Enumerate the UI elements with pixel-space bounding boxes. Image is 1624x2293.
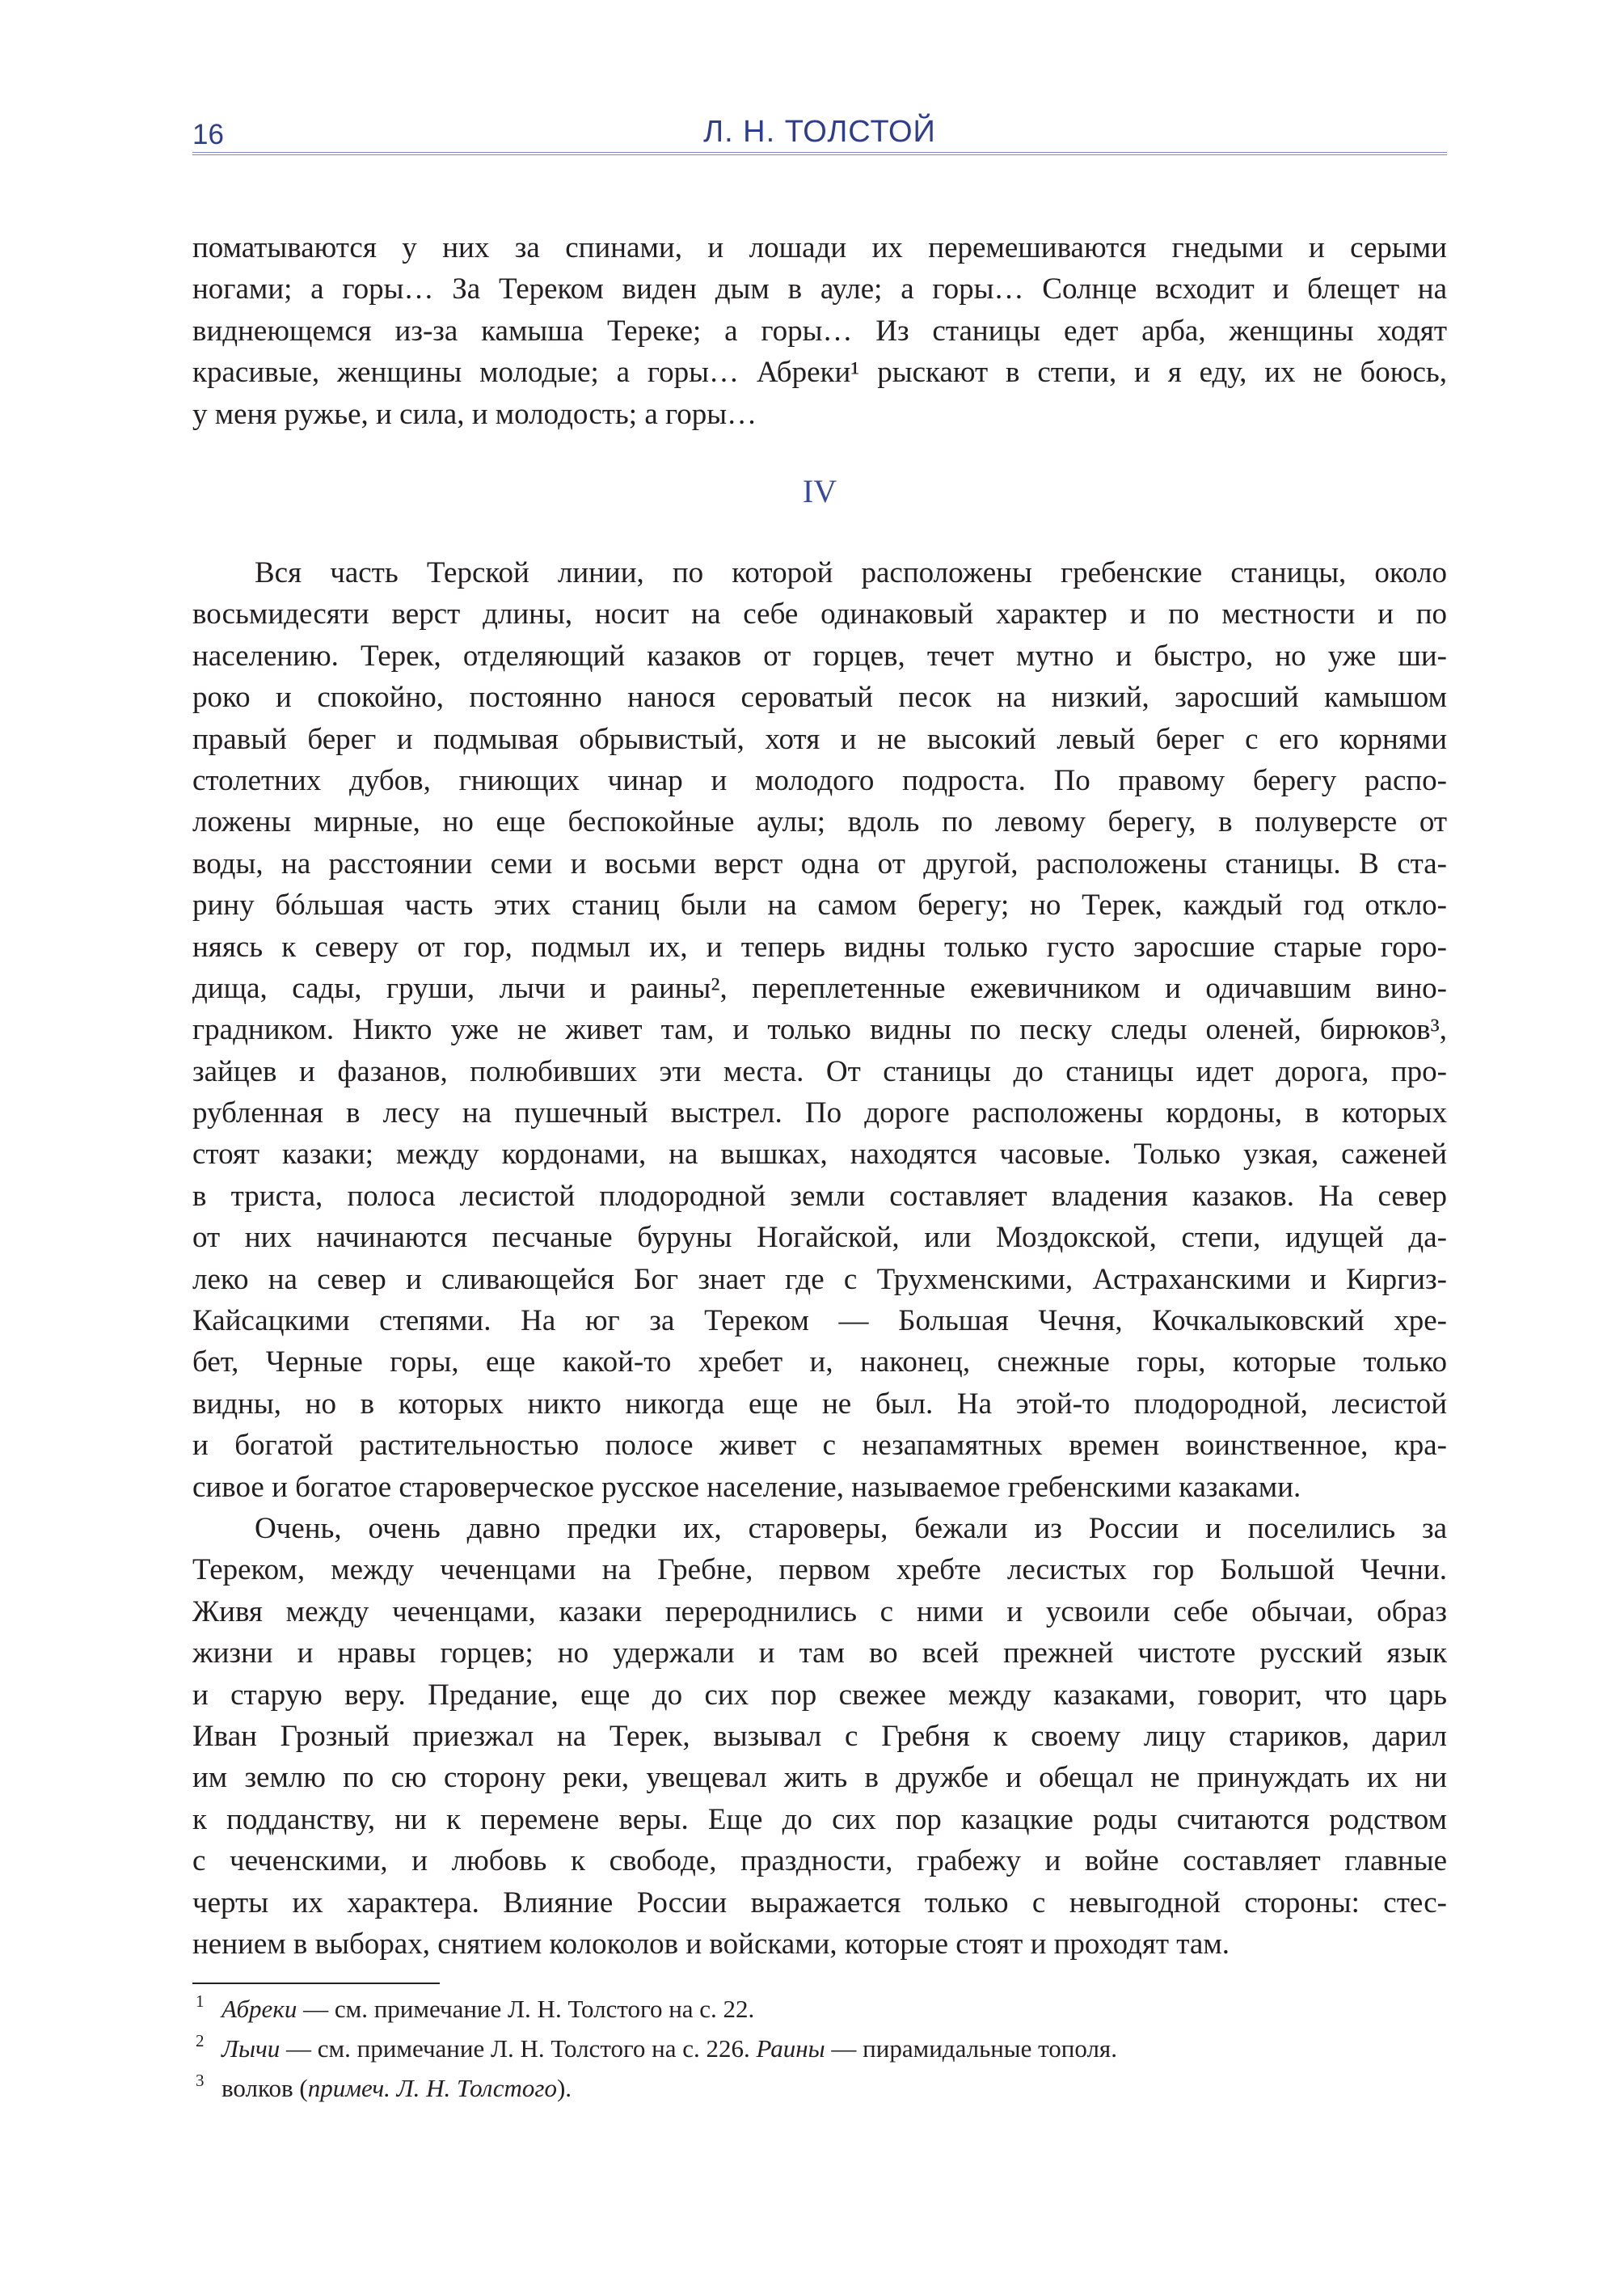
text-line: виднеющемся из-за камыша Тереке; а горы… Из станицы едет арба, женщины ходят	[192, 314, 1447, 348]
running-title: Л. Н. ТОЛСТОЙ	[703, 115, 936, 149]
text-line: бет, Черные горы, еще какой-то хребет и, наконец, снежные горы, которые только	[192, 1345, 1447, 1379]
text-line: ногами; а горы… За Тереком виден дым в ауле; а горы… Солнце всходит и блещет на	[192, 272, 1447, 306]
text-line: воды, на расстоянии семи и восьми верст одна от другой, расположены станицы. В ста-	[192, 847, 1447, 880]
text-line: дища, сады, груши, лычи и раины², переплетенные ежевичником и одичавшим вино-	[192, 971, 1447, 1005]
text-line: у меня ружье, и сила, и молодость; а горы…	[192, 397, 757, 431]
footnote-text-segment: — см. примечание Л. Н. Толстого на с. 22.	[297, 1995, 755, 2023]
footnote-text-segment: ).	[556, 2074, 572, 2102]
footnote	[192, 2029, 1447, 2068]
text-line: и богатой растительностью полосе живет с незапамятных времен воинственное, кра-	[192, 1429, 1447, 1463]
footnote-italic-term: примеч. Л. Н. Толстого	[307, 2074, 557, 2102]
text-line: красивые, женщины молодые; а горы… Абреки¹ рыскают в степи, и я еду, их не боюсь,	[192, 356, 1447, 390]
footnote-text	[221, 2074, 572, 2102]
page-number: 16	[192, 119, 224, 150]
chapter-number: IV	[802, 473, 837, 509]
text-line: роко и спокойно, постоянно нанося сероватый песок на низкий, заросший камышом	[192, 681, 1447, 715]
running-header	[192, 112, 1447, 155]
text-line: рубленная в лесу на пушечный выстрел. По дороге расположены кордоны, в которых	[192, 1096, 1447, 1130]
text-line: ложены мирные, но еще беспокойные аулы; вдоль по левому берегу, в полуверсте от	[192, 805, 1447, 839]
footnote-text-segment: — см. примечание Л. Н. Толстого на с. 226.	[280, 2034, 757, 2063]
paragraph	[192, 552, 1447, 1508]
text-line: жизни и нравы горцев; но удержали и там во всей прежней чистоте русский язык	[192, 1636, 1447, 1670]
text-line: к подданству, ни к перемене веры. Еще до сих пор казацкие роды считаются родством	[192, 1802, 1447, 1836]
text-line: в триста, полоса лесистой плодородной земли составляет владения казаков. На север	[192, 1179, 1447, 1213]
footnote-divider	[192, 1983, 440, 1984]
paragraph	[192, 1508, 1447, 1965]
text-line: зайцев и фазанов, полюбивших эти места. От станицы до станицы идет дорога, про-	[192, 1054, 1447, 1088]
text-line: Очень, очень давно предки их, староверы, бежали из России и поселились за	[255, 1511, 1447, 1545]
text-line: леко на север и сливающейся Бог знает где с Трухменскими, Астраханскими и Киргиз-	[192, 1262, 1447, 1296]
text-line: видны, но в которых никто никогда еще не был. На этой-то плодородной, лесистой	[192, 1387, 1447, 1421]
text-line: с чеченскими, и любовь к свободе, праздности, грабежу и войне составляет главные	[192, 1844, 1447, 1878]
text-line: сивое и богатое староверческое русское население, называемое гребенскими казаками.	[192, 1470, 1301, 1504]
footnote-text-segment: — пирамидальные тополя.	[825, 2034, 1117, 2063]
continuation-paragraph	[192, 227, 1447, 435]
footnote-italic-term: Лычи	[221, 2034, 281, 2063]
text-line: поматываются у них за спинами, и лошади их перемешиваются гнедыми и серыми	[192, 231, 1447, 264]
text-line: населению. Терек, отделяющий казаков от горцев, течет мутно и быстро, но уже ши-	[192, 639, 1447, 673]
footnote-number: 1	[196, 1991, 205, 2011]
text-line: от них начинаются песчаные буруны Ногайской, или Моздокской, степи, идущей да-	[192, 1221, 1447, 1255]
text-line: градником. Никто уже не живет там, и только видны по песку следы оленей, бирюков³,	[192, 1013, 1447, 1047]
footnote-italic-term: Абреки	[221, 1995, 297, 2023]
text-line: Иван Грозный приезжал на Терек, вызывал с Гребня к своему лицу стариков, дарил	[192, 1719, 1447, 1753]
chapter-body	[192, 552, 1447, 1965]
footnote-text	[221, 1995, 754, 2023]
text-line: стоят казаки; между кордонами, на вышках, находятся часовые. Только узкая, саженей	[192, 1138, 1447, 1172]
text-line: рину бóльшая часть этих станиц были на самом берегу; но Терек, каждый год откло-	[192, 889, 1447, 923]
footnote-number: 3	[196, 2071, 205, 2090]
text-line: правый берег и подмывая обрывистый, хотя и не высокий левый берег с его корнями	[192, 722, 1447, 756]
footnotes	[192, 1989, 1447, 2108]
footnote-italic-term: Раины	[756, 2034, 825, 2063]
text-line: им землю по сю сторону реки, увещевал жить в дружбе и обещал не принуждать их ни	[192, 1761, 1447, 1795]
text-line: Вся часть Терской линии, по которой расположены гребенские станицы, около	[255, 556, 1447, 589]
text-line: Живя между чеченцами, казаки перероднились с ними и усвоили себе обычаи, образ	[192, 1594, 1447, 1628]
footnote-text	[221, 2034, 1117, 2063]
chapter-heading	[192, 471, 1447, 513]
text-line: черты их характера. Влияние России выражается только с невыгодной стороны: стес-	[192, 1885, 1447, 1919]
footnote	[192, 2068, 1447, 2108]
text-line: нением в выборах, снятием колоколов и войсками, которые стоят и проходят там.	[192, 1927, 1230, 1961]
text-line: и старую веру. Предание, еще до сих пор свежее между казаками, говорит, что царь	[192, 1678, 1447, 1712]
text-line: Кайсацкими степями. На юг за Тереком — Большая Чечня, Кочкалыковский хре-	[192, 1304, 1447, 1338]
text-line: Тереком, между чеченцами на Гребне, первом хребте лесистых гор Большой Чечни.	[192, 1553, 1447, 1587]
text-line: няясь к северу от гор, подмыл их, и теперь видны только густо заросшие старые горо-	[192, 930, 1447, 964]
footnote-number: 2	[196, 2031, 205, 2050]
footnote-text-segment: волков (	[221, 2074, 308, 2102]
text-line: восьмидесяти верст длины, носит на себе одинаковый характер и по местности и по	[192, 598, 1447, 631]
footnote	[192, 1989, 1447, 2029]
text-line: столетних дубов, гниющих чинар и молодого подроста. По правому берегу распо-	[192, 763, 1447, 797]
